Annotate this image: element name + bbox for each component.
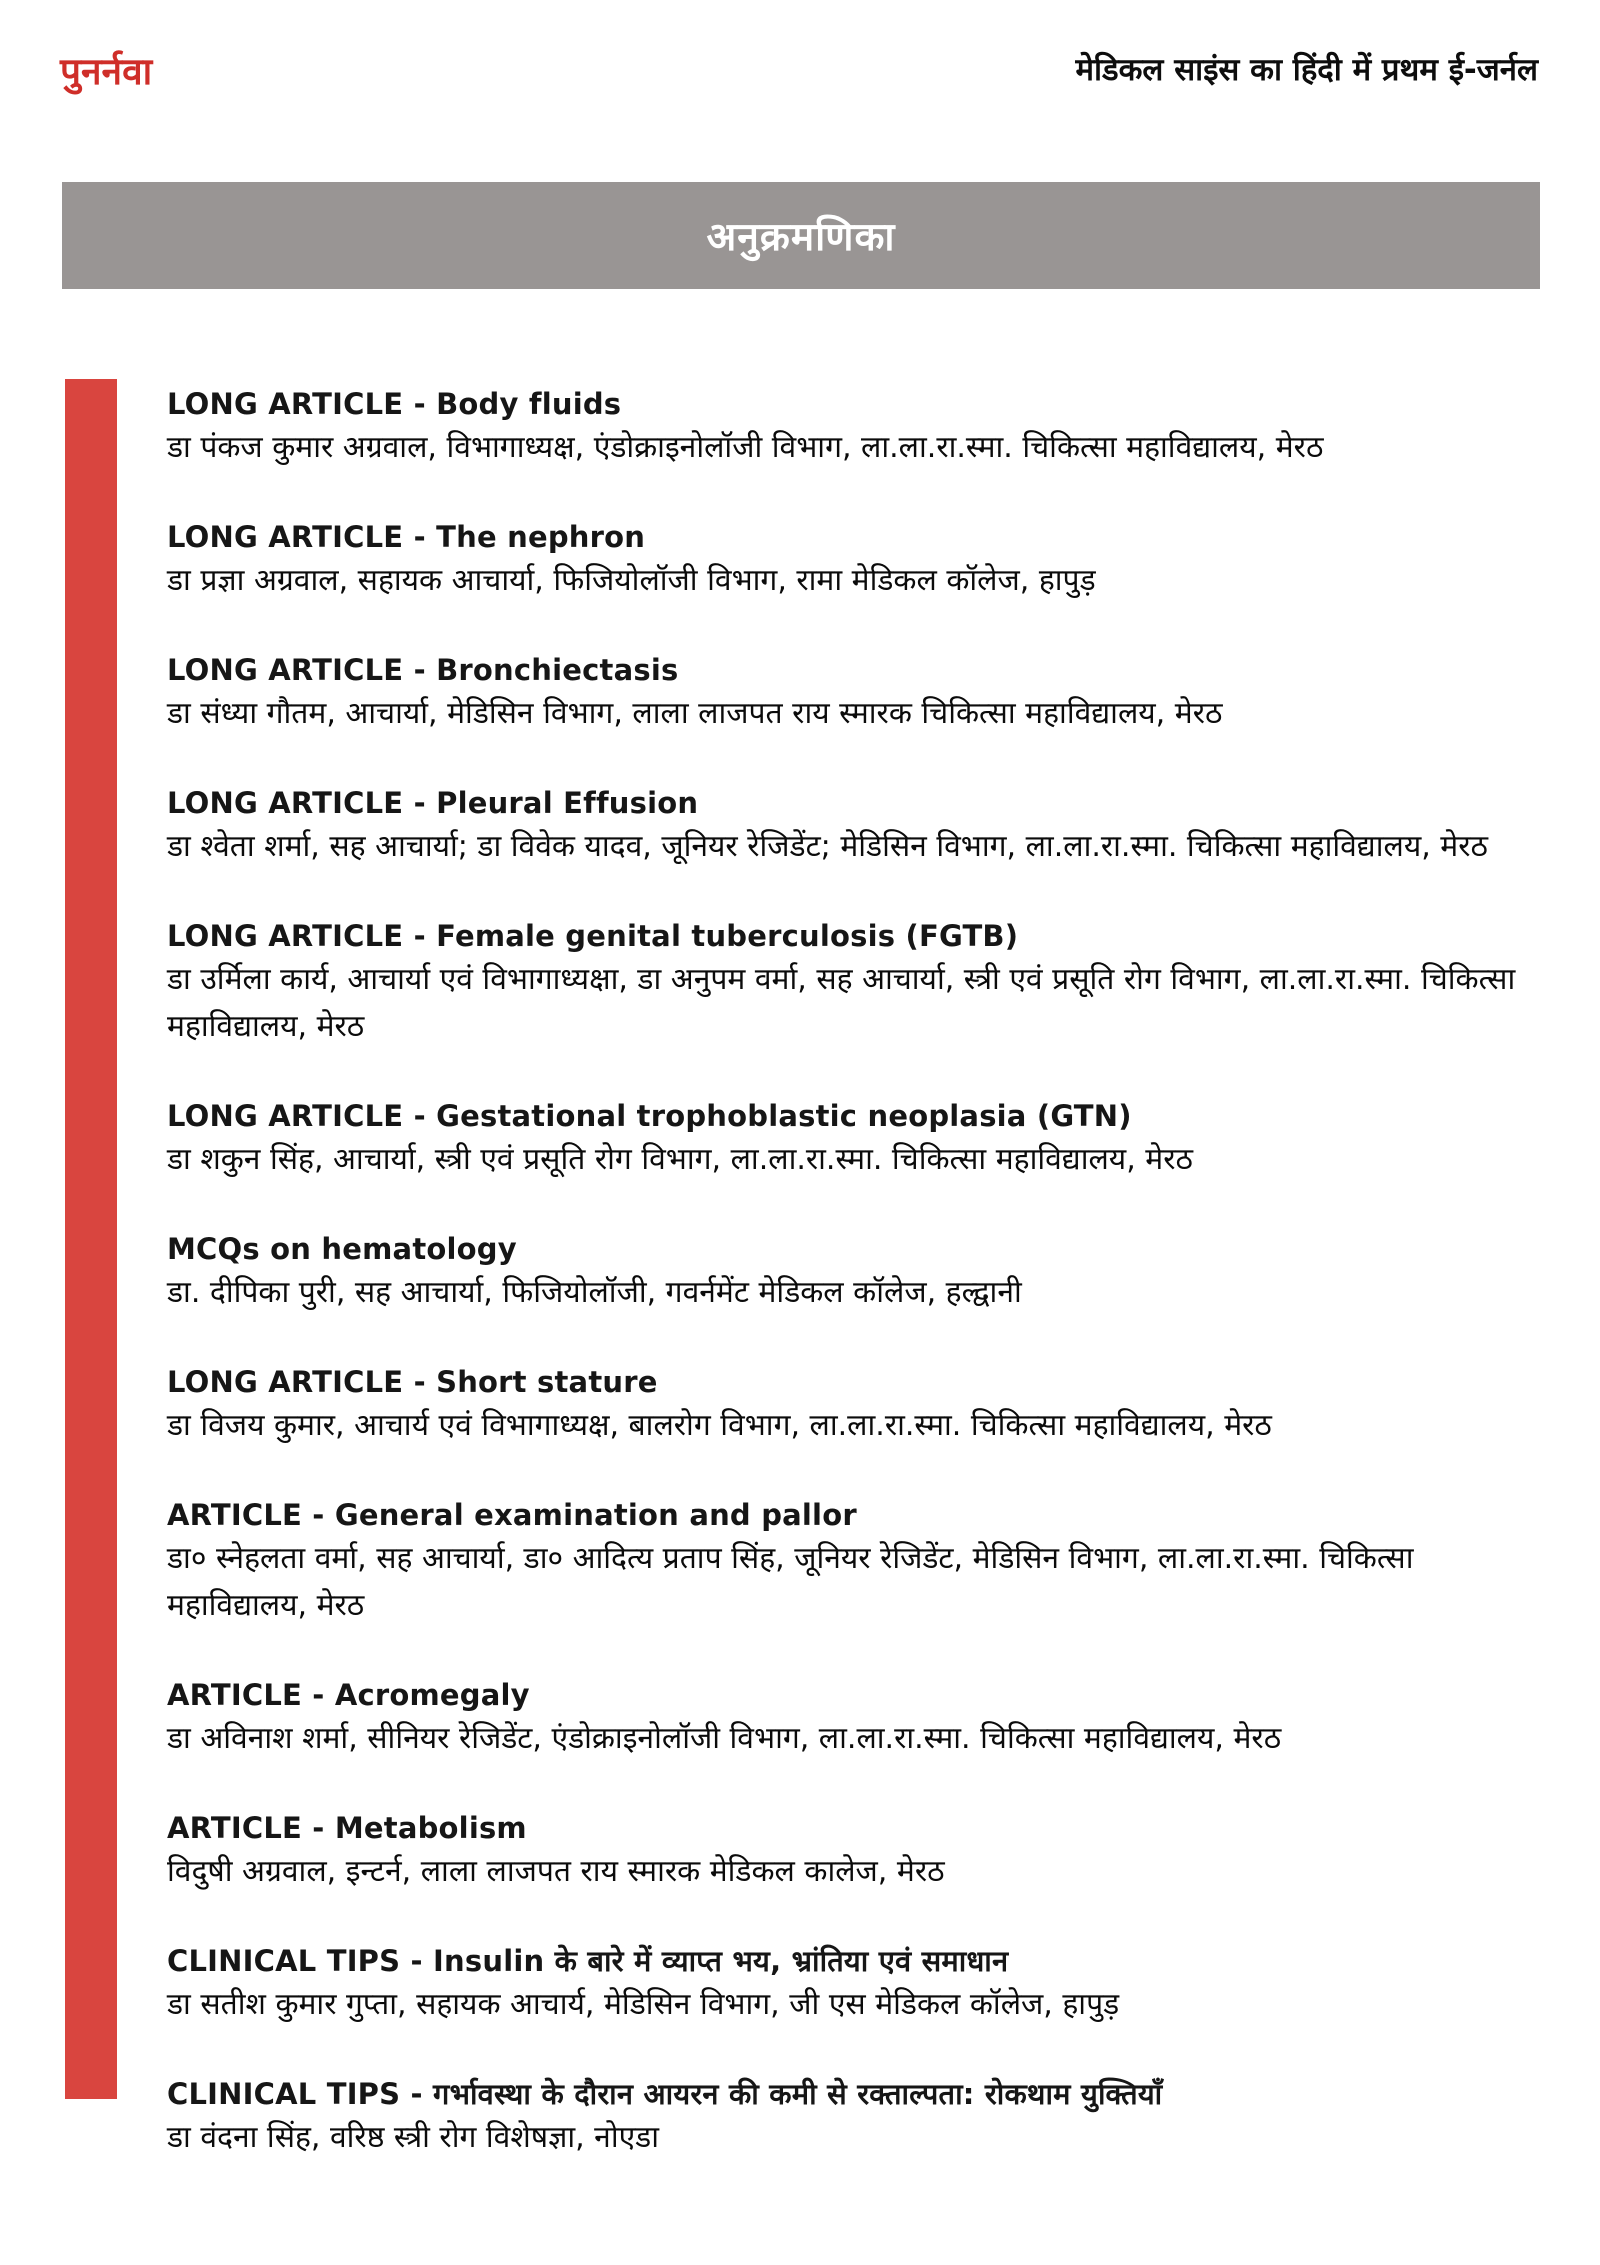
toc-entry <box>167 1362 1557 1449</box>
entry-title: LONG ARTICLE - Bronchiectasis <box>167 653 679 687</box>
entry-authors: डा. दीपिका पुरी, सह आचार्या, फिजियोलॉजी, गवर्नमेंट मेडिकल कॉलेज, हल्द्वानी <box>167 1275 1022 1310</box>
toc-entry <box>167 1229 1557 1316</box>
entry-authors: डा संध्या गौतम, आचार्या, मेडिसिन विभाग, लाला लाजपत राय स्मारक चिकित्सा महाविद्यालय, मेरठ <box>167 696 1223 731</box>
toc-entry <box>167 1675 1557 1762</box>
entry-authors: डा अविनाश शर्मा, सीनियर रेजिडेंट, एंडोक्राइनोलॉजी विभाग, ला.ला.रा.स्मा. चिकित्सा महाविद्यालय, मेरठ <box>167 1721 1282 1756</box>
toc-entry <box>167 916 1557 1050</box>
entry-authors: डा० स्नेहलता वर्मा, सह आचार्या, डा० आदित्य प्रताप सिंह, जूनियर रेजिडेंट, मेडिसिन विभाग, ला.ला.रा.स्मा. चिकित्सा महाविद्यालय, मेरठ <box>167 1541 1414 1623</box>
entry-authors: डा पंकज कुमार अग्रवाल, विभागाध्यक्ष, एंडोक्राइनोलॉजी विभाग, ला.ला.रा.स्मा. चिकित्सा महाविद्यालय, मेरठ <box>167 430 1324 465</box>
entry-authors: डा उर्मिला कार्य, आचार्या एवं विभागाध्यक्षा, डा अनुपम वर्मा, सह आचार्या, स्त्री एवं प्रसूति रोग विभाग, ला.ला.रा.स्मा. चिकित्सा महाविद्यालय, मेरठ <box>167 962 1516 1044</box>
toc-entry <box>167 1096 1557 1183</box>
entry-title: LONG ARTICLE - The nephron <box>167 520 646 554</box>
entry-title: CLINICAL TIPS - Insulin के बारे में व्याप्त भय, भ्रांतिया एवं समाधान <box>167 1944 1009 1978</box>
entry-title: ARTICLE - Acromegaly <box>167 1678 530 1712</box>
journal-tagline: मेडिकल साइंस का हिंदी में प्रथम ई-जर्नल <box>1075 52 1538 88</box>
toc-entry <box>167 650 1557 737</box>
page-header <box>0 0 1600 182</box>
toc-entry <box>167 2074 1557 2161</box>
entry-authors: डा विजय कुमार, आचार्य एवं विभागाध्यक्ष, बालरोग विभाग, ला.ला.रा.स्मा. चिकित्सा महाविद्यालय, मेरठ <box>167 1408 1272 1443</box>
index-banner <box>62 182 1540 289</box>
red-accent-bar <box>65 379 117 2099</box>
toc-entry <box>167 1495 1557 1629</box>
entry-title: LONG ARTICLE - Short stature <box>167 1365 658 1399</box>
entry-title: LONG ARTICLE - Female genital tuberculosis (FGTB) <box>167 919 1019 953</box>
toc-entry <box>167 783 1557 870</box>
toc-content <box>0 289 1600 2161</box>
toc-entry <box>167 1808 1557 1895</box>
toc-entry <box>167 517 1557 604</box>
entry-authors: डा शकुन सिंह, आचार्या, स्त्री एवं प्रसूति रोग विभाग, ला.ला.रा.स्मा. चिकित्सा महाविद्यालय, मेरठ <box>167 1142 1193 1177</box>
entry-authors: डा वंदना सिंह, वरिष्ठ स्त्री रोग विशेषज्ञा, नोएडा <box>167 2120 659 2155</box>
toc-entry <box>167 384 1557 471</box>
entry-authors: डा प्रज्ञा अग्रवाल, सहायक आचार्या, फिजियोलॉजी विभाग, रामा मेडिकल कॉलेज, हापुड़ <box>167 563 1096 598</box>
entry-title: LONG ARTICLE - Pleural Effusion <box>167 786 699 820</box>
entry-title: CLINICAL TIPS - गर्भावस्था के दौरान आयरन की कमी से रक्ताल्पता: रोकथाम युक्तियाँ <box>167 2077 1163 2111</box>
entry-authors: डा सतीश कुमार गुप्ता, सहायक आचार्य, मेडिसिन विभाग, जी एस मेडिकल कॉलेज, हापुड़ <box>167 1987 1120 2022</box>
entry-authors: विदुषी अग्रवाल, इन्टर्न, लाला लाजपत राय स्मारक मेडिकल कालेज, मेरठ <box>167 1854 945 1889</box>
entry-authors: डा श्वेता शर्मा, सह आचार्या; डा विवेक यादव, जूनियर रेजिडेंट; मेडिसिन विभाग, ला.ला.रा.स्मा. चिकित्सा महाविद्यालय, मेरठ <box>167 829 1488 864</box>
entry-title: ARTICLE - Metabolism <box>167 1811 527 1845</box>
journal-logo: पुनर्नवा <box>60 50 153 93</box>
toc-entry <box>167 1941 1557 2028</box>
entry-title: LONG ARTICLE - Body fluids <box>167 387 622 421</box>
entry-title: MCQs on hematology <box>167 1232 517 1266</box>
index-banner-title: अनुक्रमणिका <box>706 215 896 260</box>
entry-title: ARTICLE - General examination and pallor <box>167 1498 857 1532</box>
toc-list <box>167 384 1557 2161</box>
entry-title: LONG ARTICLE - Gestational trophoblastic neoplasia (GTN) <box>167 1099 1132 1133</box>
